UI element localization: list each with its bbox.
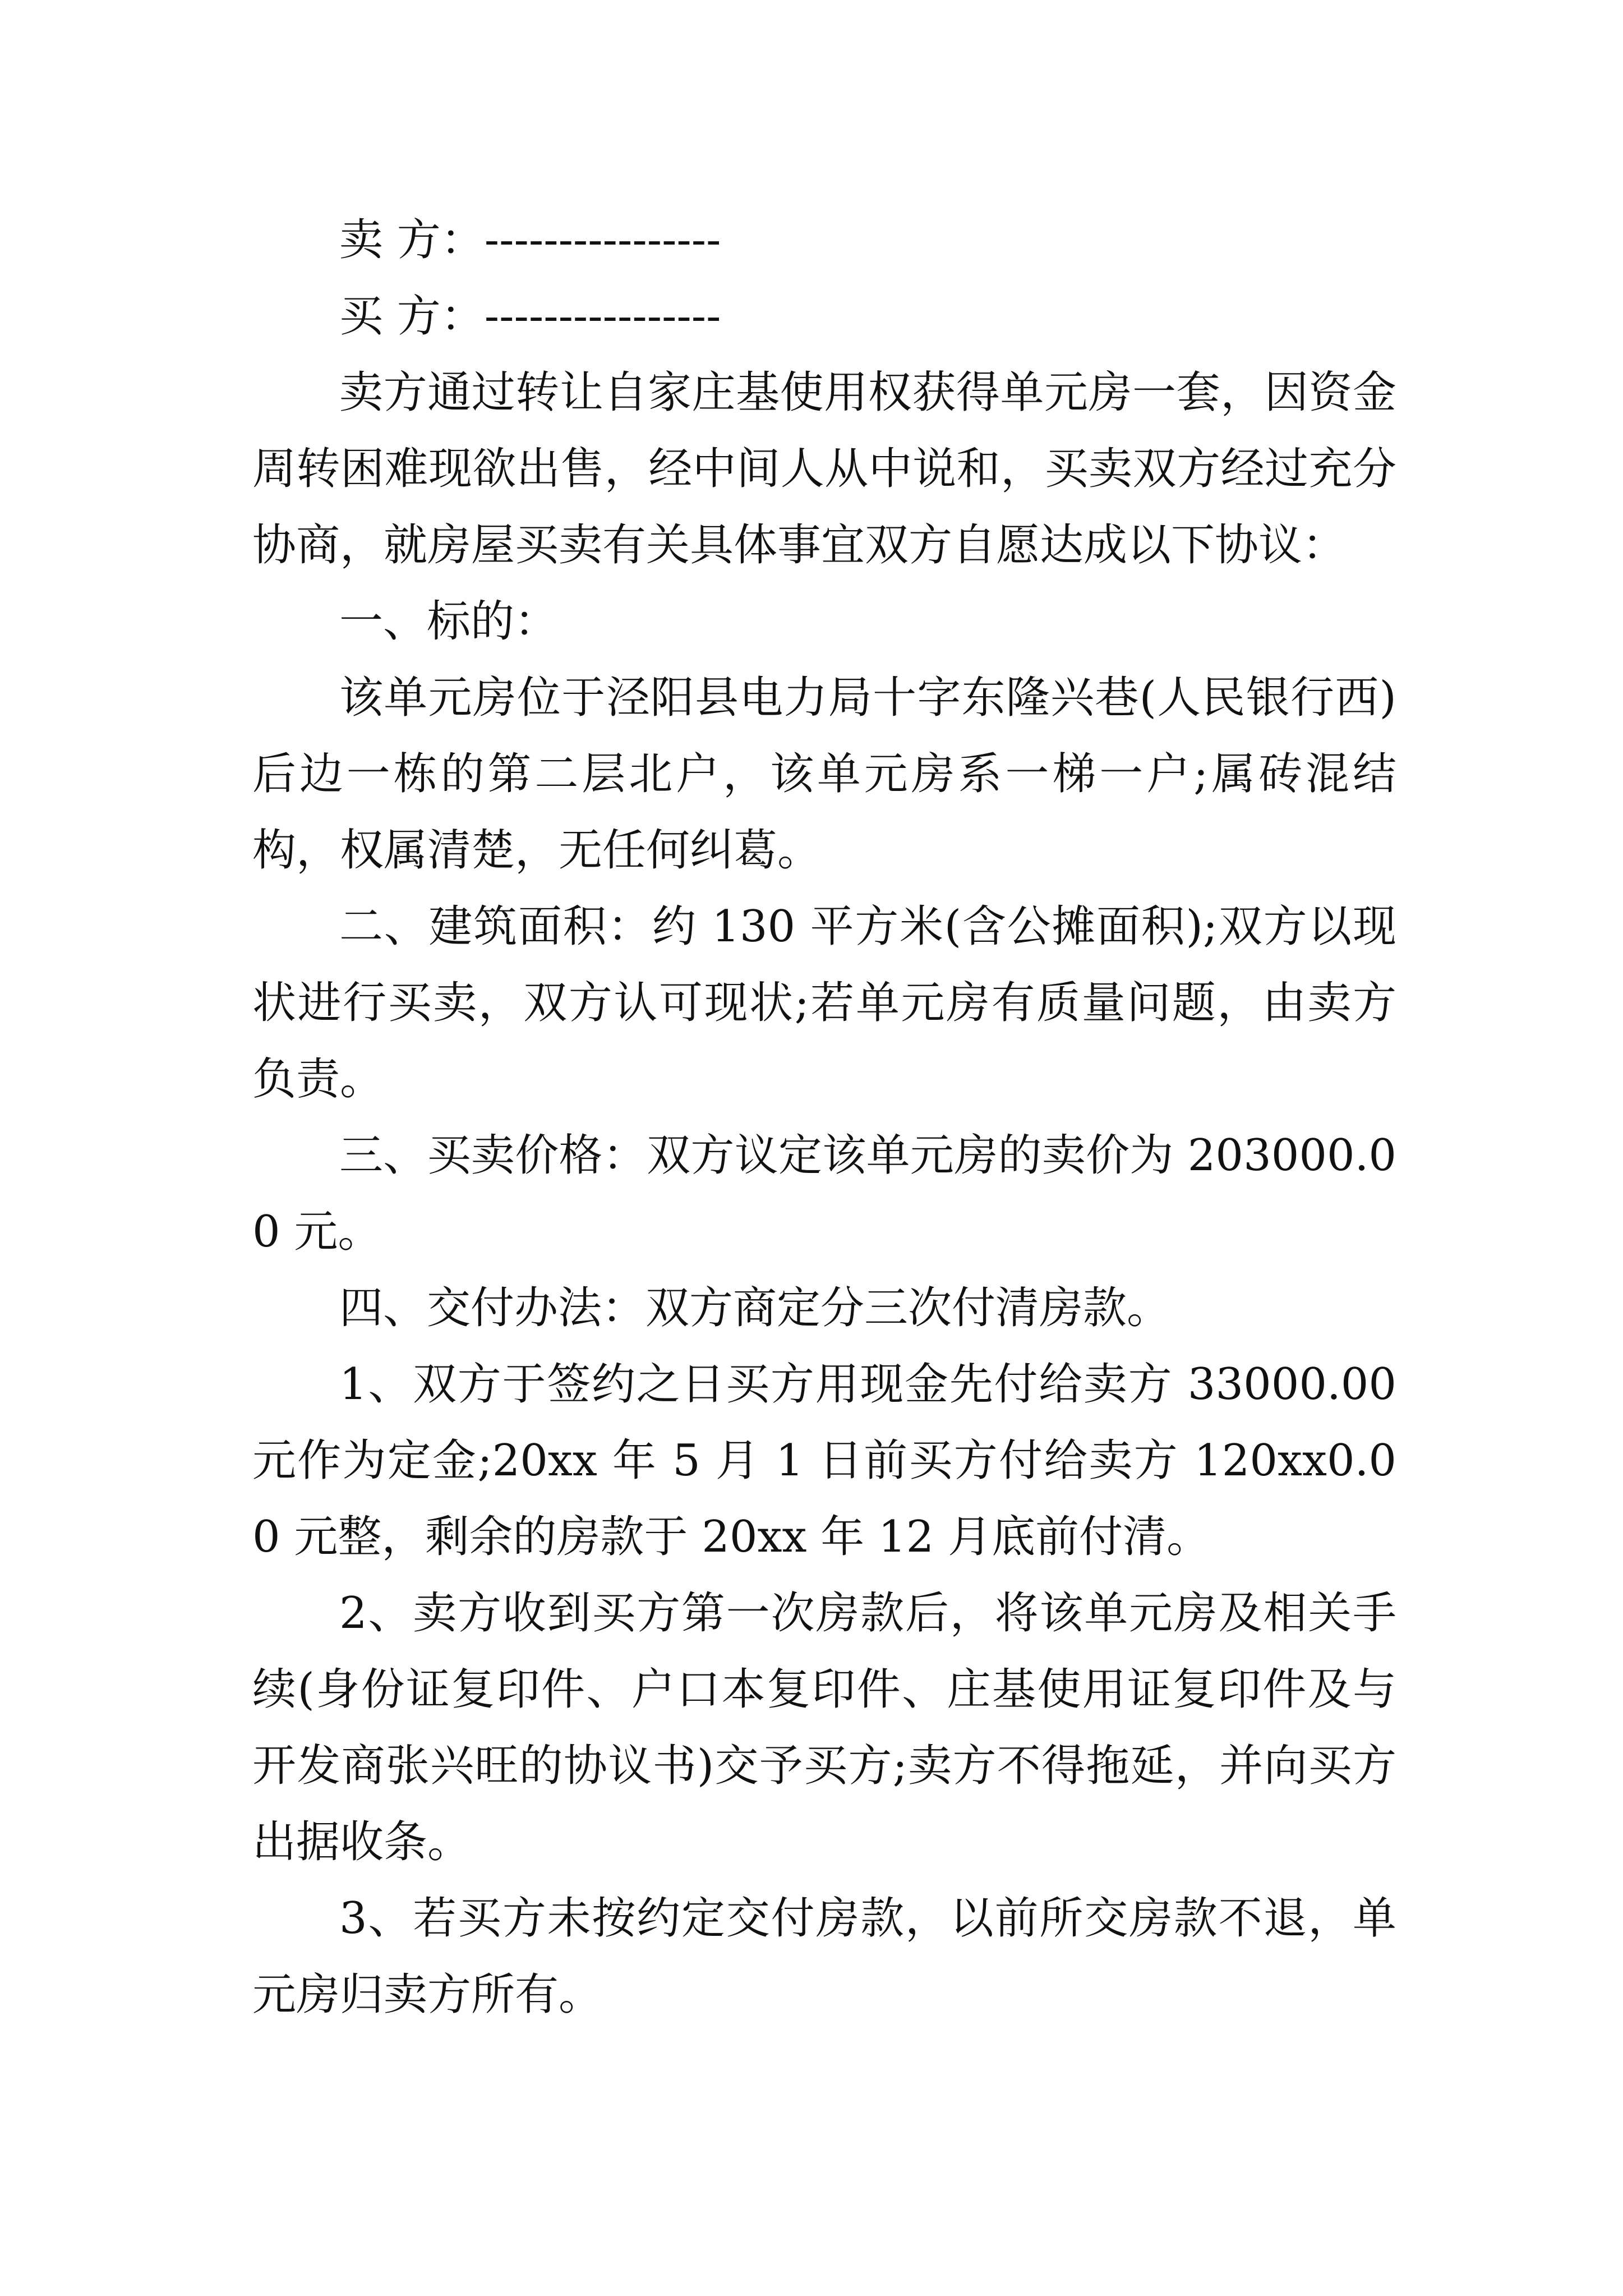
document-page bbox=[252, 202, 1396, 2033]
buyer-line bbox=[252, 278, 1396, 355]
price-paragraph: 三、买卖价格：双方议定该单元房的卖价为 203000.00 元。 bbox=[252, 1130, 1396, 1257]
intro-paragraph: 卖方通过转让自家庄基使用权获得单元房一套，因资金周转困难现欲出售，经中间人从中说和，买卖双方经过充分协商，就房屋买卖有关具体事宜双方自愿达成以下协议： bbox=[252, 367, 1396, 570]
buyer-blank: ---------------- bbox=[484, 291, 721, 342]
buyer-label: 买 方： bbox=[339, 291, 485, 342]
seller-label: 卖 方： bbox=[339, 215, 485, 265]
subject-paragraph: 该单元房位于泾阳县电力局十字东隆兴巷(人民银行西)后边一栋的第二层北户，该单元房系一梯一户;属砖混结构，权属清楚，无任何纠葛。 bbox=[252, 673, 1396, 876]
area-paragraph: 二、建筑面积：约 130 平方米(含公摊面积);双方以现状进行买卖，双方认可现状;若单元房有质量问题，由卖方负责。 bbox=[252, 901, 1396, 1105]
seller-line bbox=[252, 202, 1396, 278]
payment-method-paragraph: 四、交付办法：双方商定分三次付清房款。 bbox=[339, 1283, 1171, 1333]
payment-item-2: 2、卖方收到买方第一次房款后，将该单元房及相关手续(身份证复印件、户口本复印件、庄基使用证复印件及与开发商张兴旺的协议书)交予买方;卖方不得拖延，并向买方出据收条。 bbox=[252, 1588, 1396, 1867]
seller-blank: ---------------- bbox=[484, 215, 721, 265]
payment-item-1: 1、双方于签约之日买方用现金先付给卖方 33000.00 元作为定金;20xx 年 5 月 1 日前买方付给卖方 120xx0.00 元整，剩余的房款于 20xx 年 12 月底前付清。 bbox=[252, 1359, 1396, 1562]
payment-item-3: 3、若买方未按约定交付房款，以前所交房款不退，单元房归卖方所有。 bbox=[252, 1893, 1396, 2020]
section-heading-subject: 一、标的： bbox=[339, 596, 559, 647]
